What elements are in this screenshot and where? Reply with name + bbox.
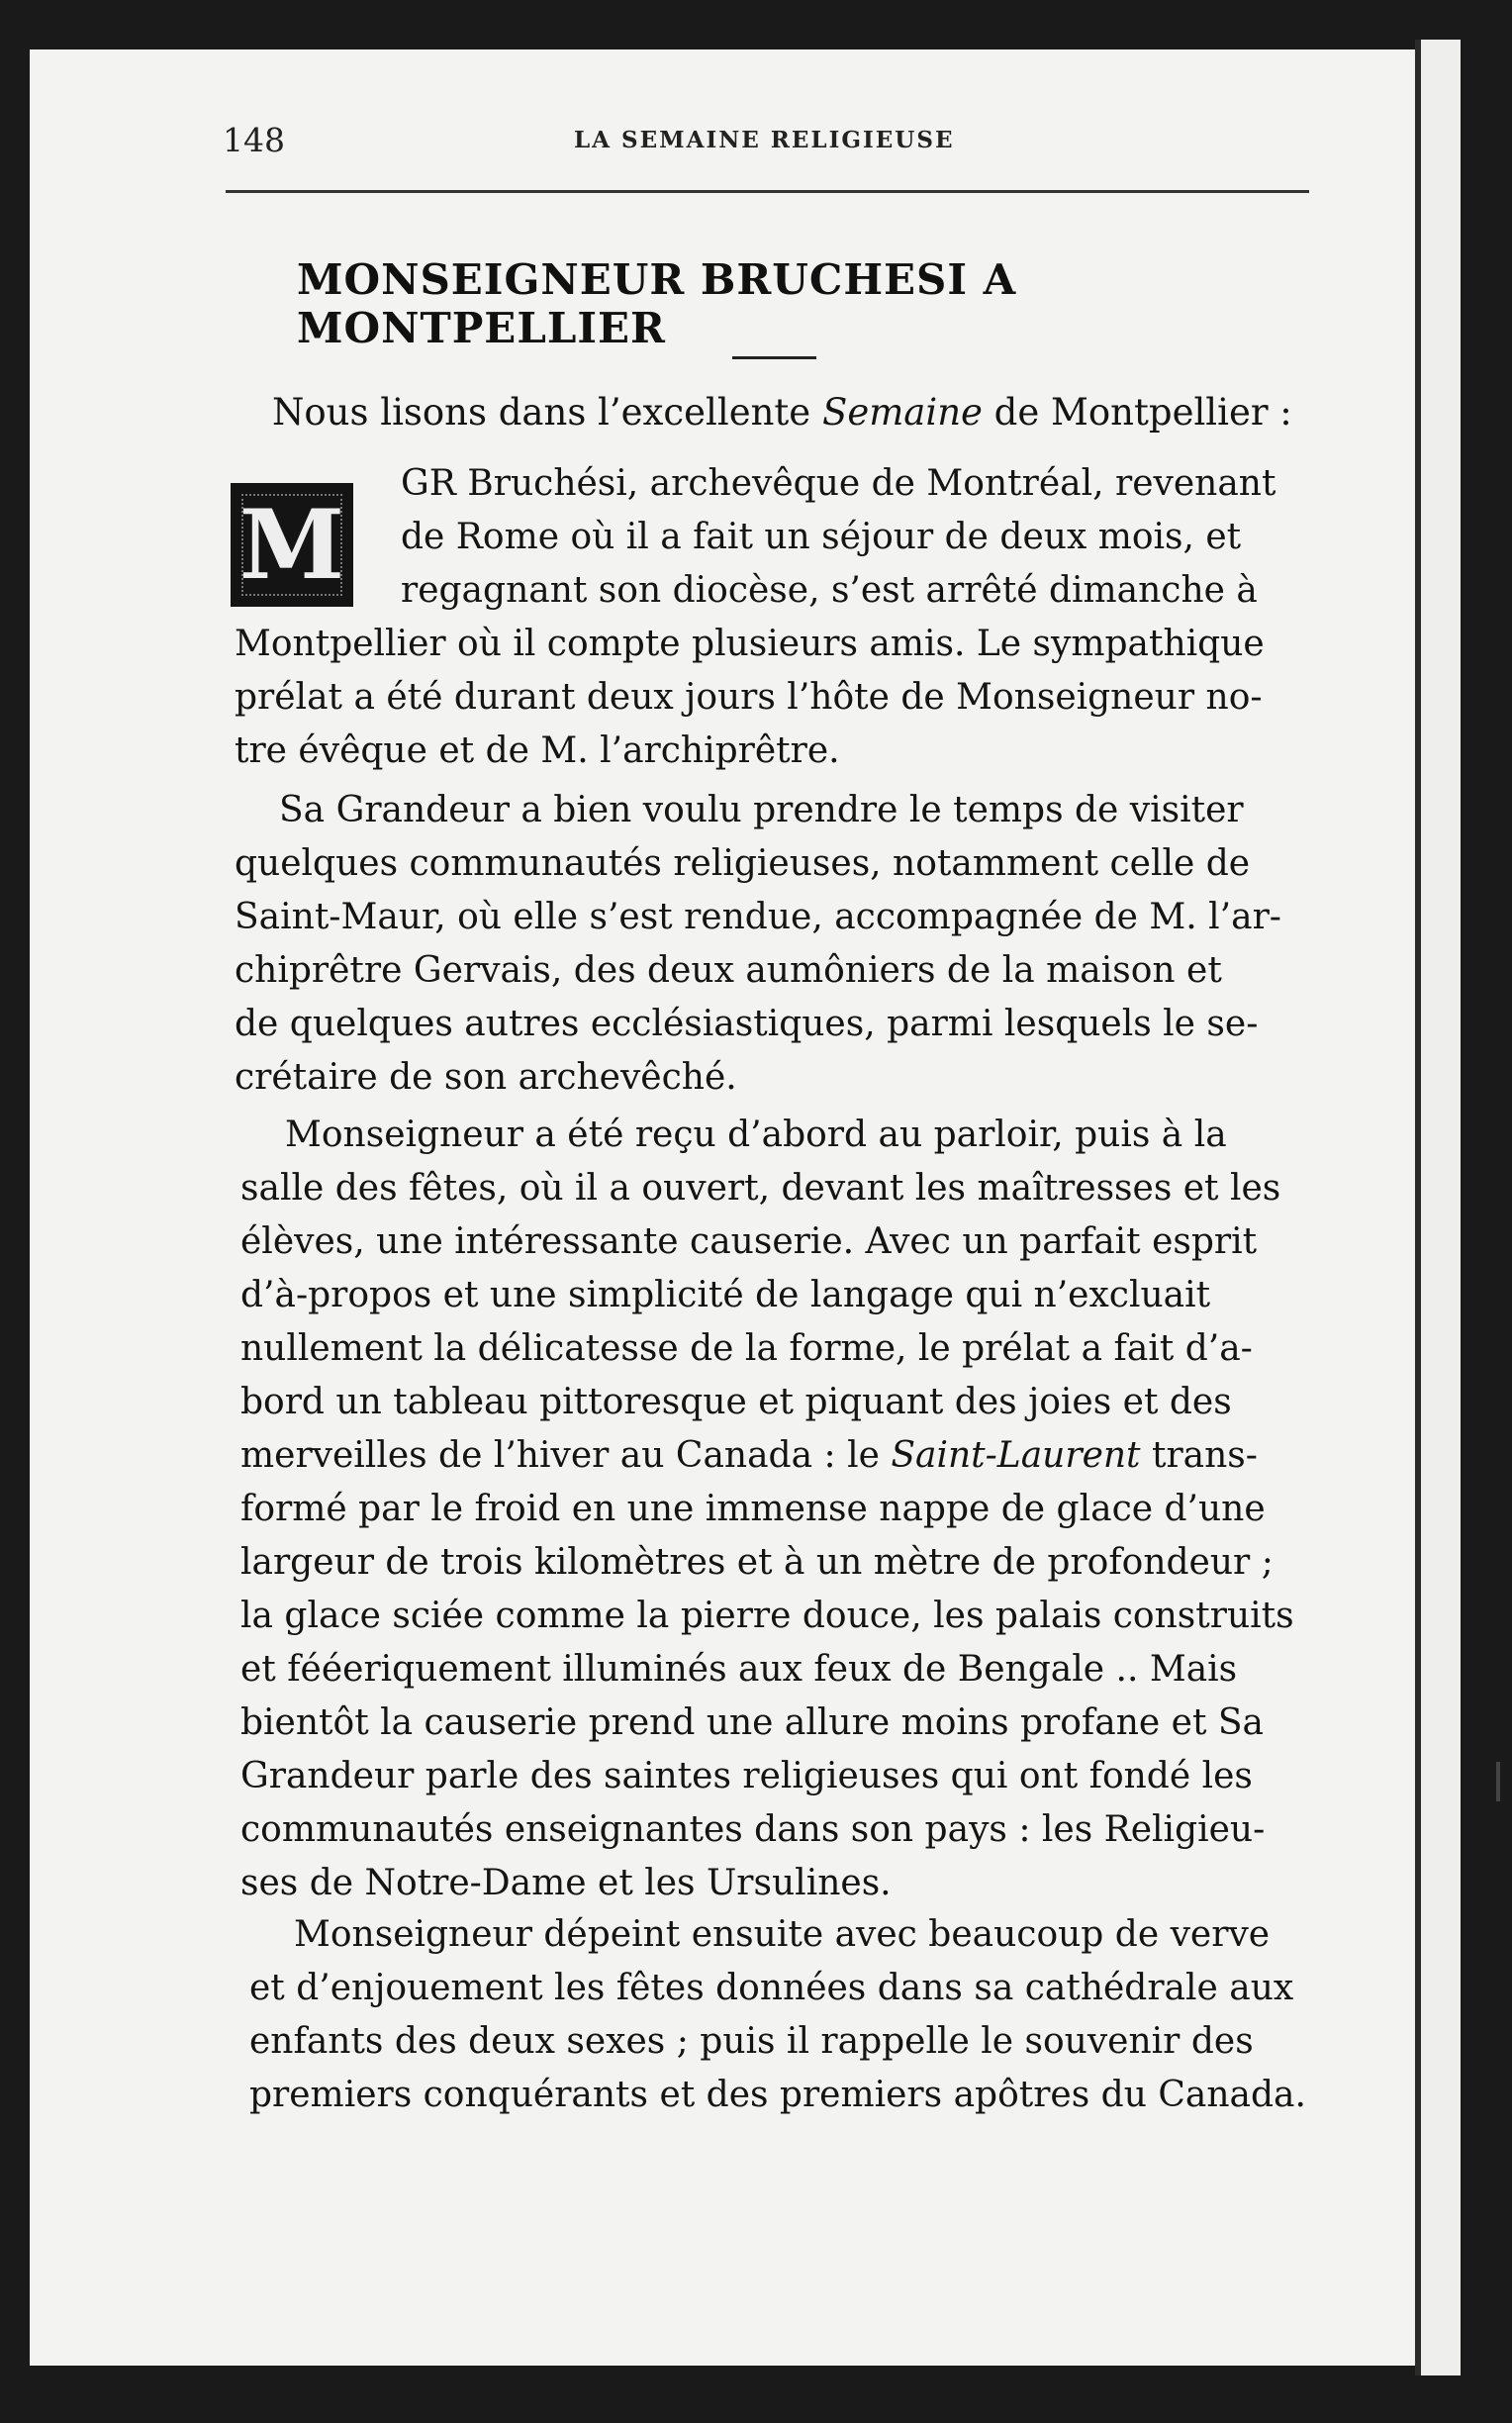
p3-line: élèves, une intéressante causerie. Avec un parfait esprit: [240, 1221, 1258, 1262]
scan-edge-mark: [1496, 1762, 1500, 1801]
facing-page-edge: [1415, 40, 1461, 2375]
dropcap-ornament: [231, 483, 353, 607]
running-title: LA SEMAINE RELIGIEUSE: [574, 127, 955, 153]
p3-line: formé par le froid en une immense nappe de glace d’une: [240, 1489, 1266, 1529]
p1-line: GR Bruchési, archevêque de Montréal, revenant: [401, 463, 1276, 504]
p1-line: Montpellier où il compte plusieurs amis. Le sympathique: [235, 624, 1265, 664]
dropcap-letter: M: [238, 488, 345, 601]
p3-line: largeur de trois kilomètres et à un mètre de profondeur ;: [240, 1542, 1274, 1583]
p1-line: tre évêque et de M. l’archiprêtre.: [235, 730, 840, 771]
p2-line: Sa Grandeur a bien voulu prendre le temps de visiter: [279, 790, 1244, 830]
p3-line-italic: [240, 1429, 1329, 1483]
p2-line: chiprêtre Gervais, des deux aumôniers de la maison et: [235, 950, 1222, 991]
p3-line: salle des fêtes, où il a ouvert, devant les maîtresses et les: [240, 1168, 1281, 1209]
page-number: 148: [223, 121, 285, 159]
p3-line: communautés enseignantes dans son pays : les Religieu-: [240, 1809, 1266, 1850]
paragraph-4: [249, 1908, 1338, 2122]
p3-line: la glace sciée comme la pierre douce, les palais construits: [240, 1596, 1294, 1636]
p2-line: quelques communautés religieuses, notamment celle de: [235, 843, 1251, 884]
p3-b-italic: Saint-Laurent: [891, 1435, 1141, 1476]
p3-line: bientôt la causerie prend une allure moins profane et Sa: [240, 1702, 1264, 1743]
p3-line: Grandeur parle des saintes religieuses qui ont fondé les: [240, 1756, 1253, 1796]
paragraph-1-rest: [235, 618, 1323, 778]
p4-line: premiers conquérants et des premiers apôtres du Canada.: [249, 2075, 1306, 2115]
p1-line: de Rome où il a fait un séjour de deux mois, et: [401, 517, 1242, 557]
p4-line: et d’enjouement les fêtes données dans sa cathédrale aux: [249, 1968, 1294, 2008]
p4-line: enfants des deux sexes ; puis il rappelle le souvenir des: [249, 2021, 1254, 2062]
headline-rule: [732, 356, 816, 359]
p2-line: de quelques autres ecclésiastiques, parmi lesquels le se-: [235, 1004, 1259, 1044]
p3-line: d’à-propos et une simplicité de langage qui n’excluait: [240, 1275, 1211, 1315]
p3-line: nullement la délicatesse de la forme, le prélat a fait d’a-: [240, 1328, 1253, 1369]
intro-line: [272, 391, 1341, 434]
p3-b-after: trans-: [1140, 1435, 1258, 1476]
paragraph-1-wrap: [371, 457, 1321, 618]
header-rule: [226, 190, 1309, 193]
p4-line: Monseigneur dépeint ensuite avec beaucoup de verve: [294, 1914, 1271, 1955]
running-head: [223, 111, 1311, 170]
intro-before: Nous lisons dans l’excellente: [272, 391, 822, 434]
p3-line: et fééeriquement illuminés aux feux de Bengale .. Mais: [240, 1649, 1238, 1690]
p3-line: ses de Notre-Dame et les Ursulines.: [240, 1863, 892, 1903]
p1-line: regagnant son diocèse, s’est arrêté dimanche à: [401, 570, 1258, 611]
p3-line: bord un tableau pittoresque et piquant des joies et des: [240, 1382, 1232, 1422]
intro-after: de Montpellier :: [982, 391, 1292, 434]
paragraph-3: [240, 1109, 1329, 1910]
paragraph-2: [235, 784, 1323, 1105]
article-headline: MONSEIGNEUR BRUCHESI A MONTPELLIER: [297, 255, 1017, 352]
intro-italic: Semaine: [821, 391, 983, 434]
p3-b-before: merveilles de l’hiver au Canada : le: [240, 1435, 892, 1476]
p3-line: Monseigneur a été reçu d’abord au parloir, puis à la: [285, 1115, 1227, 1155]
p2-line: Saint-Maur, où elle s’est rendue, accompagnée de M. l’ar-: [235, 897, 1281, 937]
p2-line: crétaire de son archevêché.: [235, 1057, 737, 1098]
p1-line: prélat a été durant deux jours l’hôte de Monseigneur no-: [235, 677, 1263, 718]
